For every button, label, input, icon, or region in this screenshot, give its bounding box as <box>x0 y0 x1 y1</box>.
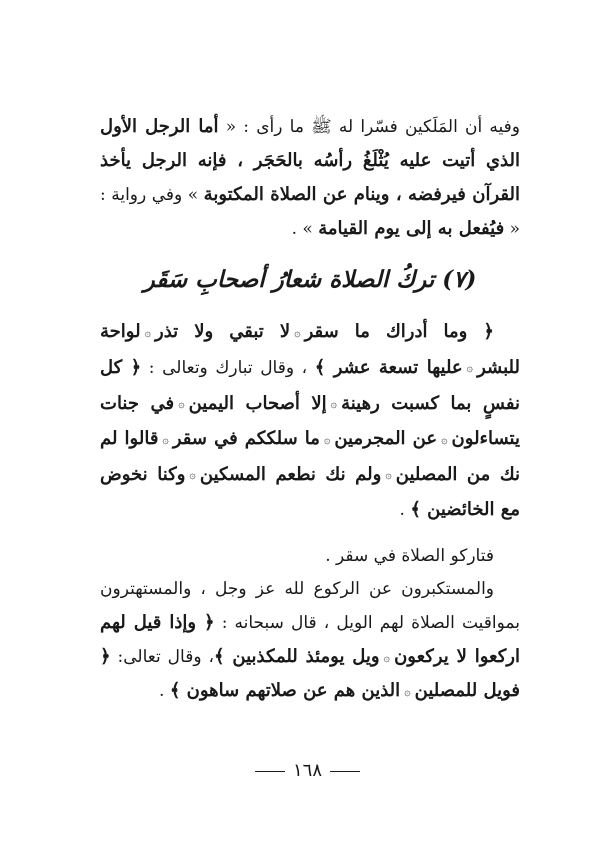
paragraph-warning-end: . <box>159 681 170 701</box>
verse-separator-icon: ۞ <box>294 325 301 339</box>
verse-part: في جنات يتساءلون <box>100 392 520 449</box>
hadith-quote-1: أما الرجل الأول الذي أتيت عليه يُثْلَغُ رأسُه بالحَجَر ، فإنه الرجل يأخذ القرآن فيرفضه ، وينام عن الصلاة المكتوبة <box>100 116 520 205</box>
verse-part: لا تبقي ولا تذر <box>155 321 291 342</box>
verse-part: ويل يومئذ للمكذبين <box>232 646 380 667</box>
verse-part: إلا أصحاب اليمين <box>188 392 327 414</box>
page-number <box>0 760 615 781</box>
verse-part: كل نفسٍ بما كسبت رهينة <box>100 356 520 414</box>
verse-separator-icon: ۞ <box>466 361 474 374</box>
verse-part: قالوا لم نك من المصلين <box>100 428 520 485</box>
paragraph-warning-connector: ، وقال تعالى: <box>110 647 215 667</box>
verse-close-bracket: ﴾ <box>410 499 428 520</box>
verse-connector: ، وقال تبارك وتعالى : <box>141 357 315 378</box>
verse-open-bracket: ﴿ <box>467 321 494 342</box>
paragraph-hadith <box>100 110 520 246</box>
verse-separator-icon: ۞ <box>404 685 411 698</box>
verse-separator-icon: ۞ <box>441 432 448 446</box>
verse-separator-icon: ۞ <box>144 325 152 339</box>
verse-block-1 <box>100 314 520 528</box>
verse-open-bracket: ﴿ <box>100 646 111 667</box>
hadith-quote-2: فيُفعل به إلى يوم القيامة <box>318 218 505 239</box>
verse-open-bracket: ﴿ <box>122 356 142 378</box>
verse-separator-icon: ۞ <box>385 468 392 481</box>
verse-separator-icon: ۞ <box>383 651 391 664</box>
verse-part: وكنا نخوض مع الخائضين <box>100 463 520 520</box>
page-number-dash <box>255 771 285 772</box>
verse-part: عن المجرمين <box>334 428 438 449</box>
verse-close-bracket: ﴾ <box>314 356 334 378</box>
verse-separator-icon: ۞ <box>178 397 185 410</box>
paragraph-warning <box>100 573 520 708</box>
verse-separator-icon: ۞ <box>162 432 169 446</box>
paragraph-hadith-mid: » وفي رواية : « <box>100 185 520 239</box>
verse-close-bracket: ﴾ <box>214 646 233 667</box>
page-number-value: ١٦٨ <box>292 760 322 781</box>
paragraph-hadith-lead: وفيه أن المَلَكين فسّرا له ﷺ ما رأى : « <box>218 117 521 137</box>
verse-part: وما أدراك ما سقر <box>304 321 468 342</box>
paragraph-warning-lead: والمستكبرون عن الركوع لله عز وجل ، والمستهترون بمواقيت الصلاة لهم الويل ، قال سبحانه : <box>100 579 520 633</box>
verse-separator-icon: ۞ <box>189 468 196 481</box>
verse-part: ما سلككم في سقر <box>172 428 320 449</box>
verse-open-bracket: ﴿ <box>196 612 215 633</box>
verse-part: فويل للمصلين <box>414 680 520 701</box>
paragraph-hadith-tail: » . <box>291 219 319 239</box>
page-number-dash <box>330 771 360 772</box>
spacer <box>100 528 520 540</box>
verse-separator-icon: ۞ <box>330 397 338 410</box>
verse-part: لواحة للبشر <box>100 321 520 378</box>
paragraph-summary-text: فتاركو الصلاة في سقر . <box>325 546 494 566</box>
paragraph-summary <box>100 540 520 573</box>
page-body <box>100 110 520 800</box>
section-heading: (٧) تركُ الصلاة شعارُ أصحابِ سَقَر <box>143 266 477 293</box>
verse-part: ولم نك نطعم المسكين <box>199 463 382 485</box>
verse-part: الذين هم عن صلاتهم ساهون <box>186 680 401 701</box>
verse-part: وإذا قيل لهم اركعوا لا يركعون <box>100 612 520 667</box>
verse-close-bracket: ﴾ <box>169 680 187 701</box>
verse-separator-icon: ۞ <box>323 432 331 446</box>
verse-part: عليها تسعة عشر <box>333 356 463 378</box>
verse-end: . <box>399 500 411 520</box>
